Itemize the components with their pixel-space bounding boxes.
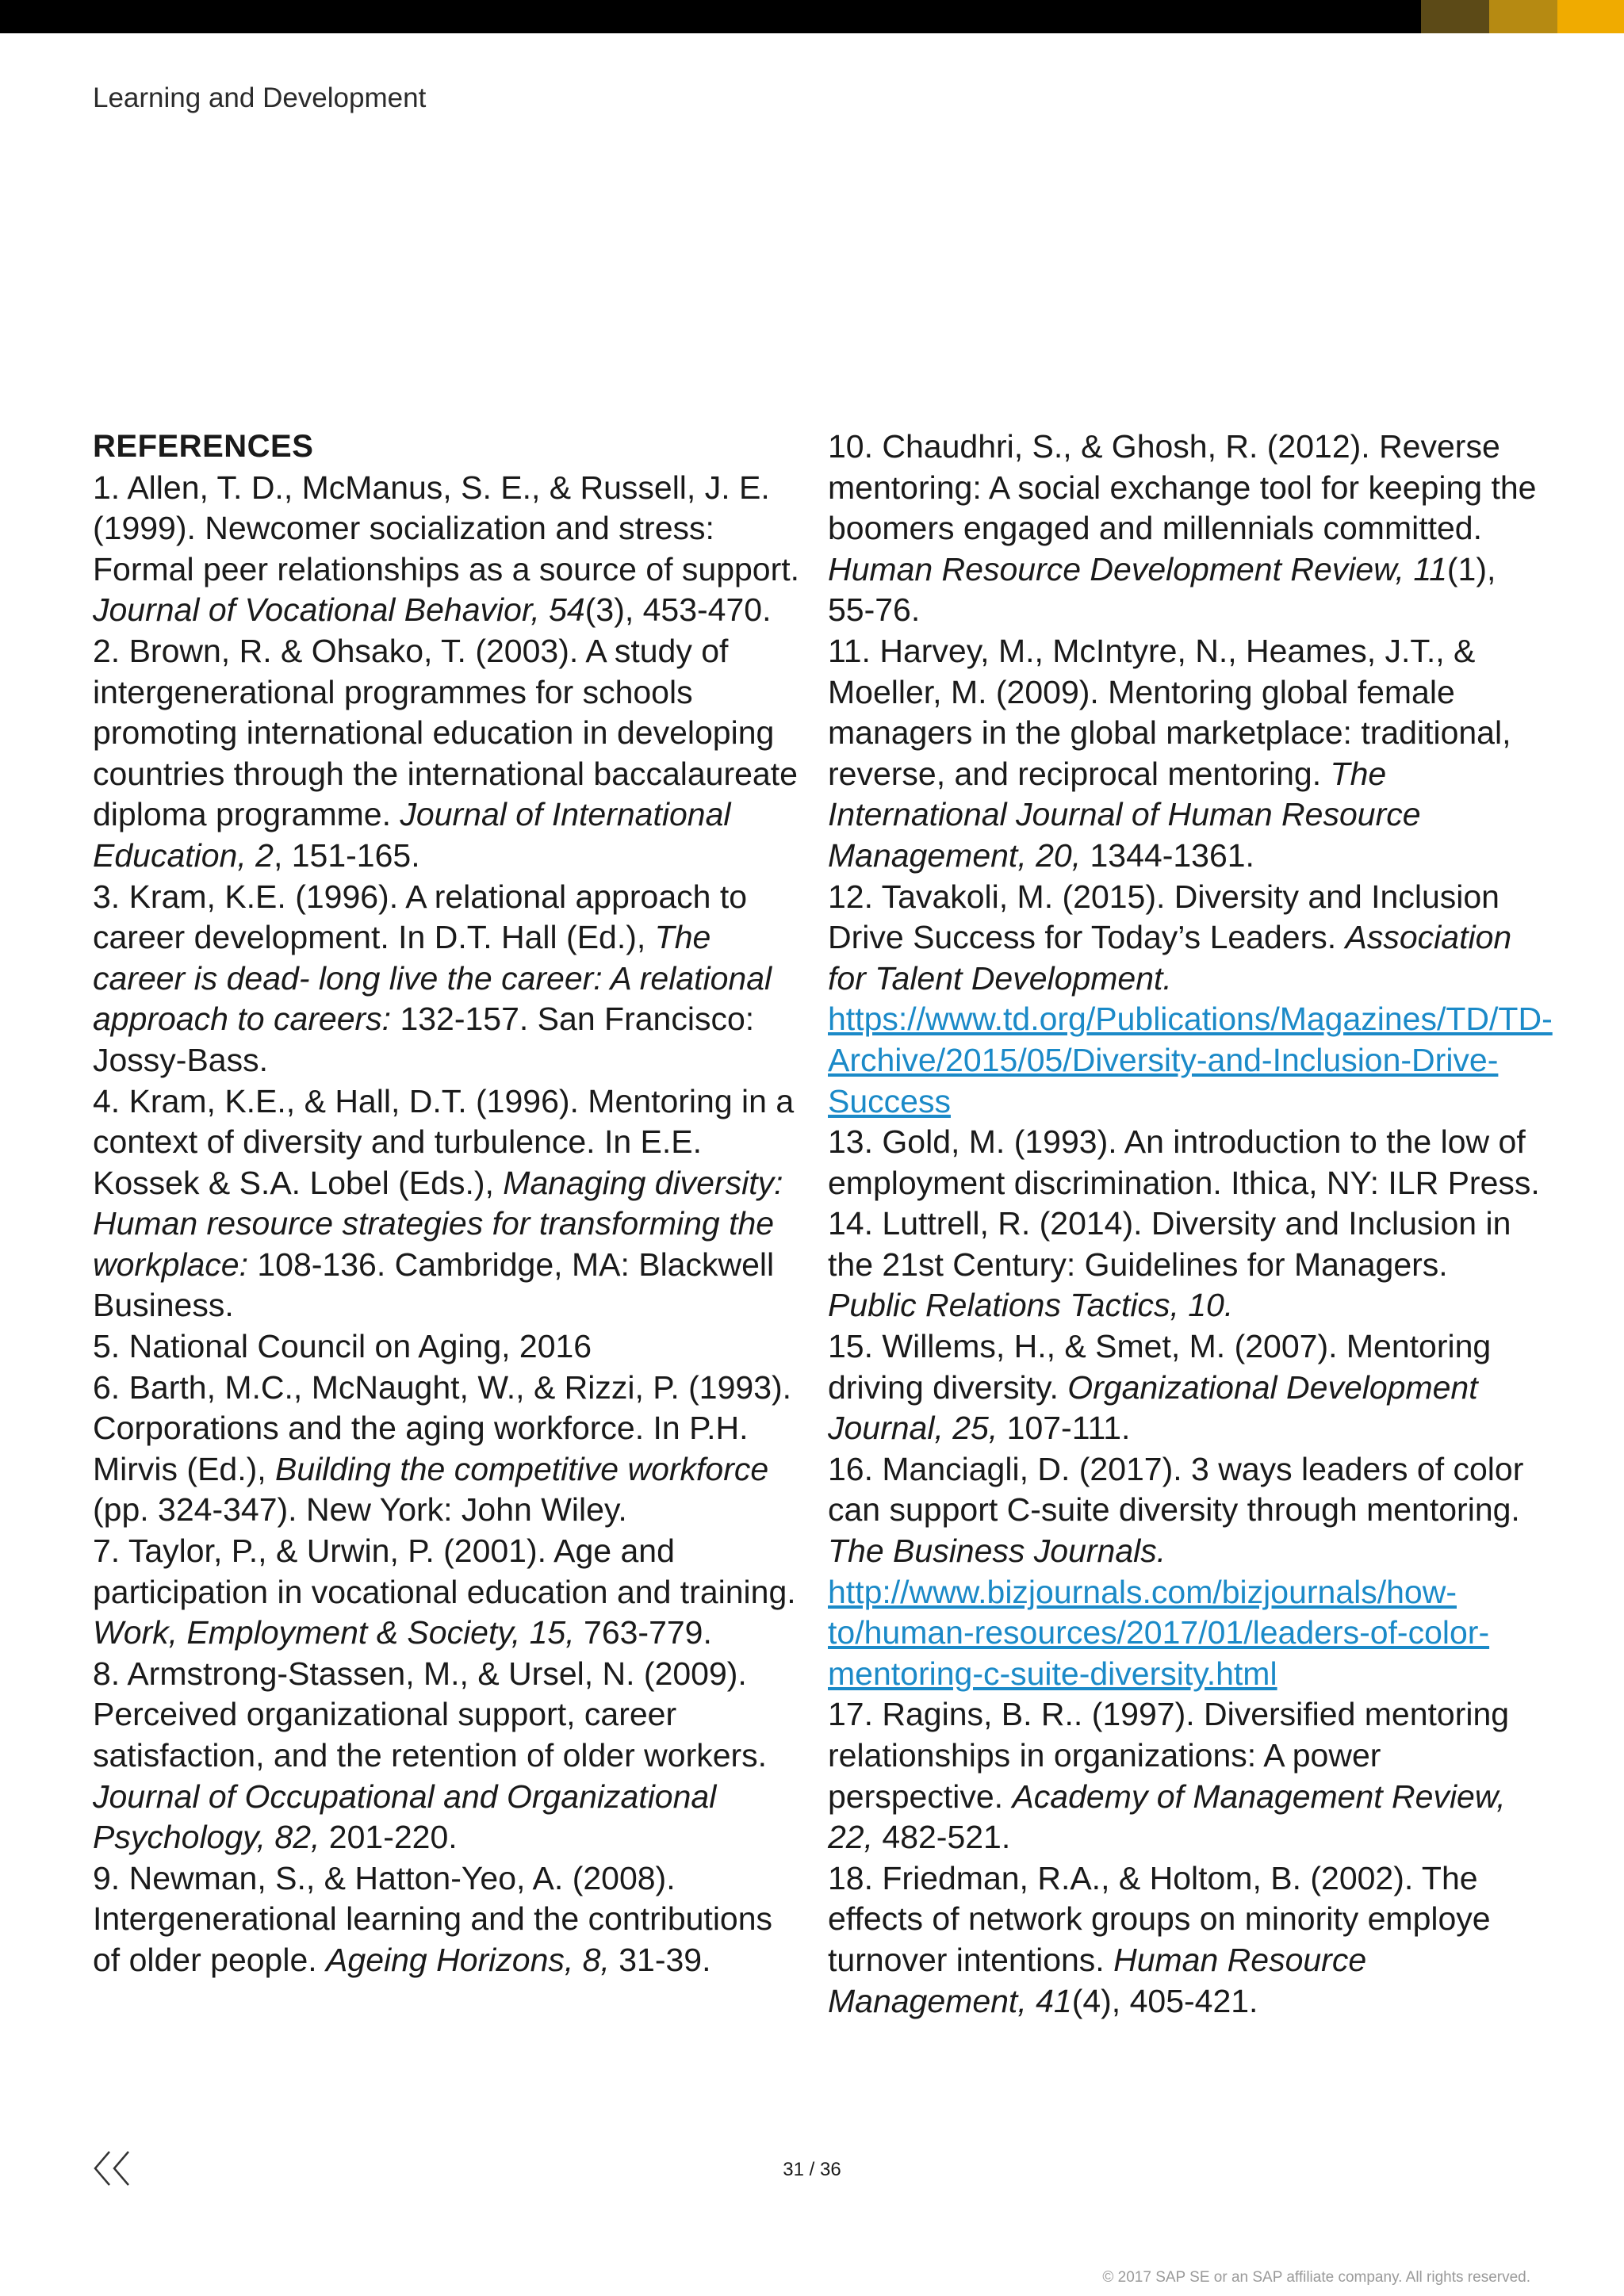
reference-text: 132-157. San Francisco: Jossy-Bass. xyxy=(93,1001,755,1078)
reference-text: 12. Tavakoli, M. (2015). Diversity and Inclusion Drive Success for Today’s Leaders. xyxy=(828,878,1500,956)
reference-item xyxy=(93,1081,806,1327)
section-title: Learning and Development xyxy=(93,82,427,113)
reference-text: 107-111. xyxy=(998,1410,1131,1447)
reference-item xyxy=(93,1858,806,1981)
accent-segment-mid xyxy=(1489,0,1557,33)
reference-text: 8. Armstrong-Stassen, M., & Ursel, N. (2009). Perceived organizational support, career satisfaction, and the retention of older workers. xyxy=(93,1655,768,1774)
reference-source: Academy of Management Review, 22, xyxy=(828,1777,1506,1856)
references-heading: REFERENCES xyxy=(93,429,314,464)
reference-source: The International Journal of Human Resource Management, 20, xyxy=(828,755,1421,874)
reference-text: (3), 453-470. xyxy=(584,591,772,629)
reference-source: Building the competitive workforce xyxy=(275,1450,769,1487)
references-column-left xyxy=(93,427,806,1981)
reference-source: Work, Employment & Society, 15, xyxy=(93,1614,575,1651)
reference-text: 1344-1361. xyxy=(1081,836,1254,874)
reference-text: 14. Luttrell, R. (2014). Diversity and Inclusion in the 21st Century: Guidelines for Managers. xyxy=(828,1205,1511,1283)
reference-text: 31-39. xyxy=(609,1941,711,1978)
reference-link[interactable]: https://www.td.org/Publications/Magazines/TD/TD-Archive/2015/05/Diversity-and-Inclusion-Drive-Success xyxy=(828,1001,1553,1119)
accent-segment-gold xyxy=(1557,0,1624,33)
reference-source: Ageing Horizons, 8, xyxy=(326,1941,610,1978)
reference-item xyxy=(828,1694,1542,1858)
reference-item xyxy=(93,631,806,877)
reference-item xyxy=(828,1326,1542,1449)
reference-text: 108-136. Cambridge, MA: Blackwell Business. xyxy=(93,1246,775,1324)
reference-item xyxy=(828,877,1553,1123)
reference-text: 15. Willems, H., & Smet, M. (2007). Mentoring driving diversity. xyxy=(828,1328,1492,1406)
references-column-right xyxy=(828,427,1553,2022)
reference-source: Journal of Vocational Behavior, 54 xyxy=(93,591,585,629)
reference-item xyxy=(93,1654,806,1858)
reference-item xyxy=(828,1122,1542,1203)
reference-source: Managing diversity: Human resource strategies for transforming the workplace: xyxy=(93,1164,783,1283)
reference-source: The career is dead- long live the career: A relational approach to careers: xyxy=(93,919,772,1038)
reference-text: 16. Manciagli, D. (2017). 3 ways leaders of color can support C-suite diversity through mentoring. xyxy=(828,1450,1524,1529)
reference-link[interactable]: http://www.bizjournals.com/bizjournals/how-to/human-resources/2017/01/leaders-of-color-mentoring-c-suite-diversity.html xyxy=(828,1573,1490,1692)
reference-item xyxy=(828,1858,1542,2022)
reference-text: (1), 55-76. xyxy=(828,550,1496,629)
reference-text: 13. Gold, M. (1993). An introduction to the low of employment discrimination. Ithica, NY: ILR Press. xyxy=(828,1123,1540,1201)
reference-source: Human Resource Development Review, 11 xyxy=(828,550,1447,587)
reference-item xyxy=(828,631,1542,877)
reference-source: Journal of International Education, 2 xyxy=(93,796,731,874)
copyright-notice: © 2017 SAP SE or an SAP affiliate company. All rights reserved. xyxy=(1102,2269,1530,2286)
reference-item xyxy=(93,1326,806,1368)
reference-text: 18. Friedman, R.A., & Holtom, B. (2002). The effects of network groups on minority employe turnover intentions. xyxy=(828,1859,1491,1978)
reference-source: Association for Talent Development. xyxy=(828,919,1512,997)
reference-list-left xyxy=(93,468,806,1981)
reference-source: Journal of Occupational and Organizational Psychology, 82, xyxy=(93,1777,717,1856)
reference-text: 9. Newman, S., & Hatton-Yeo, A. (2008). Intergenerational learning and the contributions of older people. xyxy=(93,1859,773,1978)
reference-text: 3. Kram, K.E. (1996). A relational approach to career development. In D.T. Hall (Ed.), xyxy=(93,878,748,956)
page-indicator: 31 / 36 xyxy=(783,2159,841,2180)
reference-text: (4), 405-421. xyxy=(1071,1982,1258,2019)
reference-text: (pp. 324-347). New York: John Wiley. xyxy=(93,1491,627,1529)
reference-item xyxy=(828,427,1542,631)
reference-text: 201-220. xyxy=(320,1819,458,1856)
reference-text: 763-779. xyxy=(574,1614,712,1651)
reference-text: 10. Chaudhri, S., & Ghosh, R. (2012). Reverse mentoring: A social exchange tool for keeping the boomers engaged and millennials committed. xyxy=(828,428,1537,547)
reference-source: Human Resource Management, 41 xyxy=(828,1941,1367,2019)
reference-text: 2. Brown, R. & Ohsako, T. (2003). A study of intergenerational programmes for schools promoting international education in developing countries through the international baccalaureate diploma programme. xyxy=(93,632,798,833)
reference-item xyxy=(93,1531,806,1654)
reference-text: 17. Ragins, B. R.. (1997). Diversified mentoring relationships in organizations: A power perspective. xyxy=(828,1696,1510,1815)
reference-text: 7. Taylor, P., & Urwin, P. (2001). Age and participation in vocational education and training. xyxy=(93,1533,796,1610)
reference-text: 4. Kram, K.E., & Hall, D.T. (1996). Mentoring in a context of diversity and turbulence. In E.E. Kossek & S.A. Lobel (Eds.), xyxy=(93,1082,795,1201)
reference-text: , 151-165. xyxy=(273,836,420,874)
reference-source: Public Relations Tactics, 10. xyxy=(828,1287,1234,1324)
reference-item xyxy=(93,468,806,631)
accent-segment-dark xyxy=(1421,0,1489,33)
reference-item xyxy=(93,877,806,1081)
reference-text: 1. Allen, T. D., McManus, S. E., & Russell, J. E. (1999). Newcomer socialization and stress: Formal peer relationships as a source of support. xyxy=(93,469,800,587)
reference-item xyxy=(828,1449,1542,1695)
reference-text: 5. National Council on Aging, 2016 xyxy=(93,1328,592,1365)
top-accent-bar xyxy=(0,0,1624,33)
reference-text: 482-521. xyxy=(873,1819,1011,1856)
reference-text: 6. Barth, M.C., McNaught, W., & Rizzi, P. (1993). Corporations and the aging workforce. In P.H. Mirvis (Ed.), xyxy=(93,1368,792,1487)
reference-item xyxy=(93,1368,806,1531)
reference-item xyxy=(828,1203,1542,1326)
reference-text: 11. Harvey, M., McIntyre, N., Heames, J.T., & Moeller, M. (2009). Mentoring global female managers in the global marketplace: traditional, reverse, and reciprocal mentoring. xyxy=(828,632,1511,792)
reference-source: Organizational Development Journal, 25, xyxy=(828,1368,1478,1447)
reference-list-right xyxy=(828,427,1553,2022)
reference-source: The Business Journals. xyxy=(828,1533,1166,1570)
